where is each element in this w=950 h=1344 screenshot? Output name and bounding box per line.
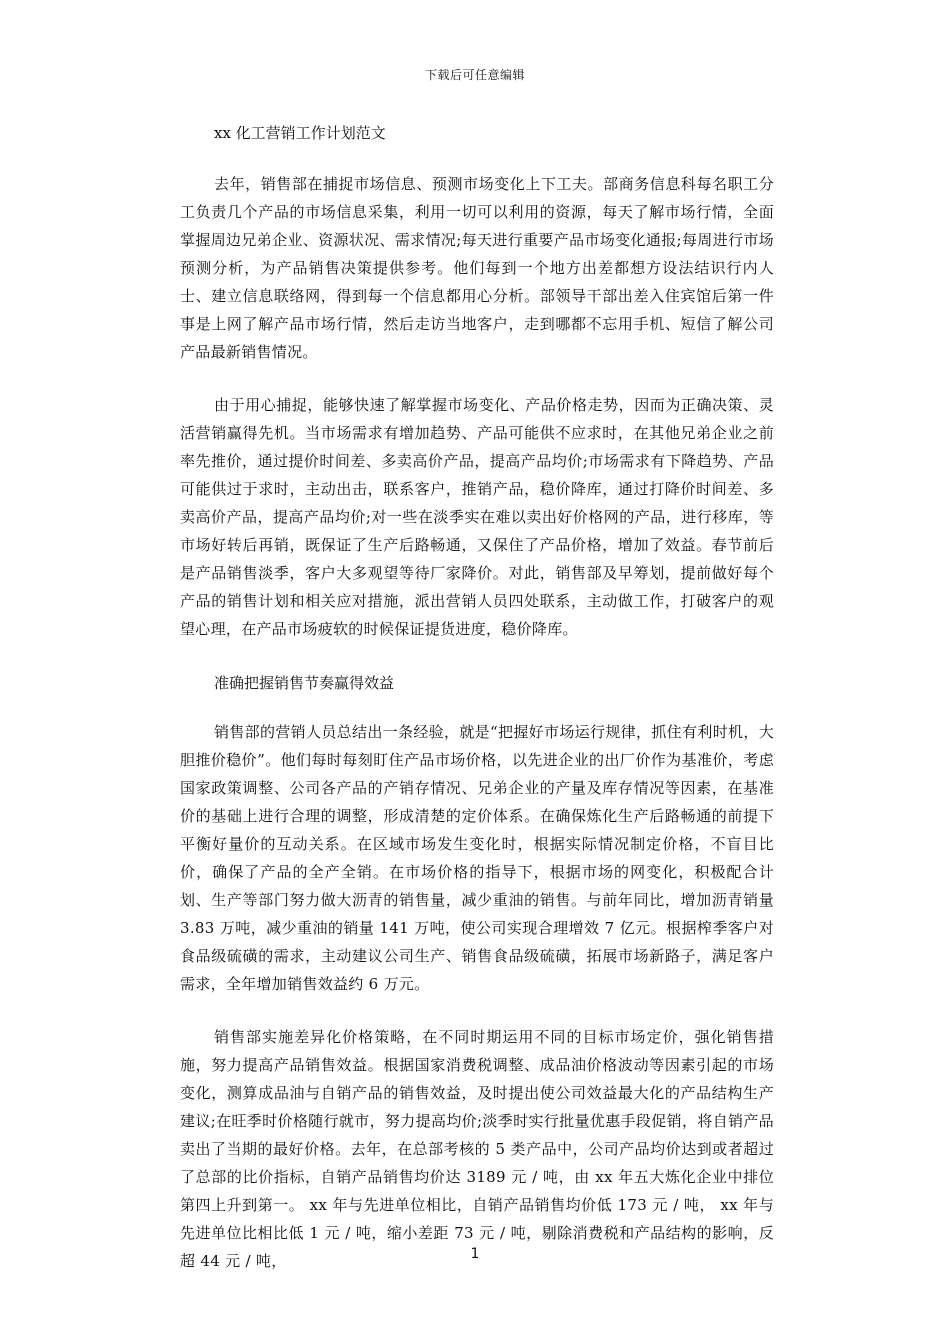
paragraph-market-info: 去年，销售部在捕捉市场信息、预测市场变化上下工夫。部商务信息科每名职工分工负责几个产品的市场信息采集，利用一切可以利用的资源，每天了解市场行情，全面掌握周边兄弟企业、资源状况、需求情况;每天进行重要产品市场变化通报;每周进行市场预测分析，为产品销售决策提供参考。他们每到一个地方出差都想方设法结识行内人士、建立信息联络网，得到每一个信息都用心分析。部领导干部出差入住宾馆后第一件事是上网了解产品市场行情，然后走访当地客户，走到哪都不忘用手机、短信了解公司产品最新销售情况。 [180,175,774,361]
document-title: xx 化工营销工作计划范文 [214,124,386,142]
section-heading: 准确把握销售节奏赢得效益 [214,674,395,692]
paragraph-differentiated-pricing: 销售部实施差异化价格策略，在不同时期运用不同的目标市场定价，强化销售措施，努力提高产品销售效益。根据国家消费税调整、成品油价格波动等因素引起的市场变化，测算成品油与自销产品的销售效益，及时提出使公司效益最大化的产品结构生产建议;在旺季时价格随行就市，努力提高均价;淡季时实行批量优惠手段促销，将自销产品卖出了当期的最好价格。去年，在总部考核的 5 类产品中，公司产品均价达到或者超过了总部的比价指标，自销产品销售均价达 3189 元 / 吨，由 xx 年五大炼化企业中排位第四上升到第一。 xx 年与先进单位相比，自销产品销售均价低 173 元 / 吨， xx 年与先进单位比相比低 1 元 / 吨，缩小差距 73 元 / 吨，剔除消费税和产品结构的影响，反超 44 元 / 吨， [180,1028,774,1270]
header-note: 下载后可任意编辑 [424,68,525,82]
paragraph-sales-experience: 销售部的营销人员总结出一条经验，就是“把握好市场运行规律，抓住有利时机，大胆推价稳价”。他们每时每刻盯住产品市场价格，以先进企业的出厂价作为基准价，考虑国家政策调整、公司各产品的产销存情况、兄弟企业的产量及库存情况等因素，在基准价的基础上进行合理的调整，形成清楚的定价体系。在确保炼化生产后路畅通的前提下平衡好量价的互动关系。在区域市场发生变化时，根据实际情况制定价格，不盲目比价，确保了产品的全产全销。在市场价格的指导下，根据市场的网变化，积极配合计划、生产等部门努力做大沥青的销售量，减少重油的销售。与前年同比，增加沥青销量 3.83 万吨，减少重油的销量 141 万吨，使公司实现合理增效 7 亿元。根据榨季客户对食品级硫磺的需求，主动建议公司生产、销售食品级硫磺，拓展市场新路子，满足客户需求，全年增加销售效益约 6 万元。 [180,723,774,993]
document-body [180,118,774,1300]
paragraph-pricing-decisions: 由于用心捕捉，能够快速了解掌握市场变化、产品价格走势，因而为正确决策、灵活营销赢得先机。当市场需求有增加趋势、产品可能供不应求时，在其他兄弟企业之前率先推价，通过提价时间差、多卖高价产品，提高产品均价;市场需求有下降趋势、产品可能供过于求时，主动出击，联系客户，推销产品，稳价降库，通过打降价时间差、多卖高价产品，提高产品均价;对一些在淡季实在难以卖出好价格网的产品，进行移库，等市场好转后再销，既保证了生产后路畅通，又保住了产品价格，增加了效益。春节前后是产品销售淡季，客户大多观望等待厂家降价。对此，销售部及早筹划，提前做好每个产品的销售计划和相关应对措施，派出营销人员四处联系，主动做工作，打破客户的观望心理，在产品市场疲软的时候保证提货进度，稳价降库。 [180,396,774,638]
page-number: 1 [470,1246,480,1262]
